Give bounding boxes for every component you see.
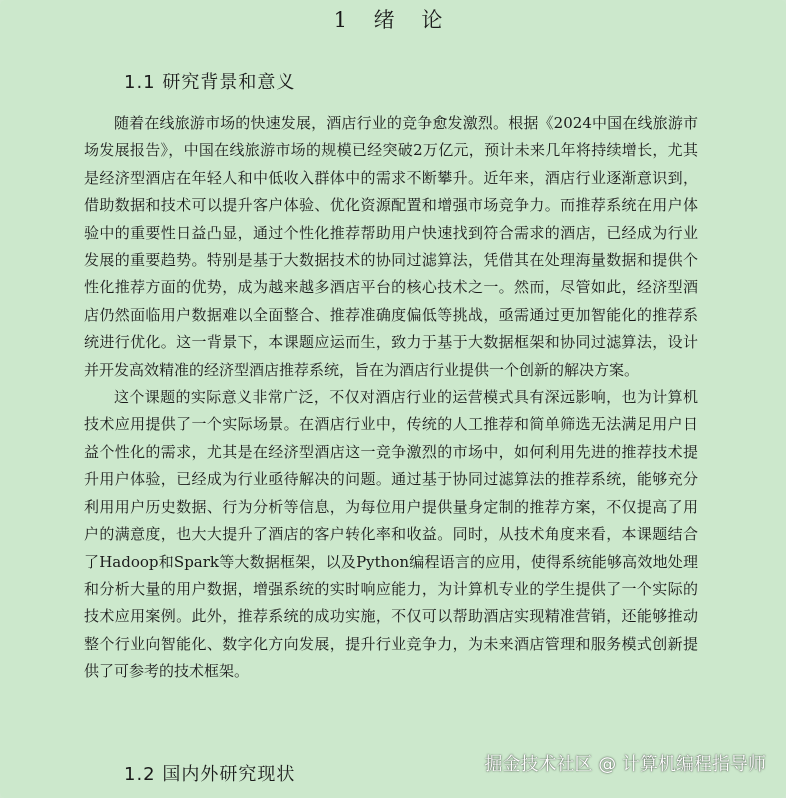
chapter-title: 1 绪 论 — [333, 8, 453, 32]
paragraph-significance: 这个课题的实际意义非常广泛，不仅对酒店行业的运营模式具有深远影响，也为计算机技术应用提供了一个实际场景。在酒店行业中，传统的人工推荐和简单筛选无法满足用户日益个性化的需求，尤其是在经济型酒店这一竞争激烈的市场中，如何利用先进的推荐技术提升用户体验，已经成为行业亟待解决的问题。通过基于协同过滤算法的推荐系统，能够充分利用用户历史数据、行为分析等信息，为每位用户提供量身定制的推荐方案，不仅提高了用户的满意度，也大大提升了酒店的客户转化率和收益。同时，从技术角度来看，本课题结合了Hadoop和Spark等大数据框架，以及Python编程语言的应用，使得系统能够高效地处理和分析大量的用户数据，增强系统的实时响应能力，为计算机专业的学生提供了一个实际的技术应用案例。此外，推荐系统的成功实施，不仅可以帮助酒店实现精准营销，还能够推动整个行业向智能化、数字化方向发展，提升行业竞争力，为未来酒店管理和服务模式创新提供了可参考的技术框架。 — [84, 388, 698, 681]
section-title-background: 1.1 研究背景和意义 — [124, 72, 296, 93]
paragraph-background: 随着在线旅游市场的快速发展，酒店行业的竞争愈发激烈。根据《2024中国在线旅游市场发展报告》，中国在线旅游市场的规模已经突破2万亿元，预计未来几年将持续增长，尤其是经济型酒店在年轻人和中低收入群体中的需求不断攀升。近年来，酒店行业逐渐意识到，借助数据和技术可以提升客户体验、优化资源配置和增强市场竞争力。而推荐系统在用户体验中的重要性日益凸显，通过个性化推荐帮助用户快速找到符合需求的酒店，已经成为行业发展的重要趋势。特别是基于大数据技术的协同过滤算法，凭借其在处理海量数据和提供个性化推荐方面的优势，成为越来越多酒店平台的核心技术之一。然而，尽管如此，经济型酒店仍然面临用户数据难以全面整合、推荐准确度偏低等挑战，亟需通过更加智能化的推荐系统进行优化。这一背景下，本课题应运而生，致力于基于大数据框架和协同过滤算法，设计并开发高效精准的经济型酒店推荐系统，旨在为酒店行业提供一个创新的解决方案。 — [84, 114, 698, 379]
watermark: 掘金技术社区 @ 计算机编程指导师 — [484, 754, 766, 775]
section-title-research-status: 1.2 国内外研究现状 — [124, 764, 296, 785]
section-body — [84, 110, 698, 686]
